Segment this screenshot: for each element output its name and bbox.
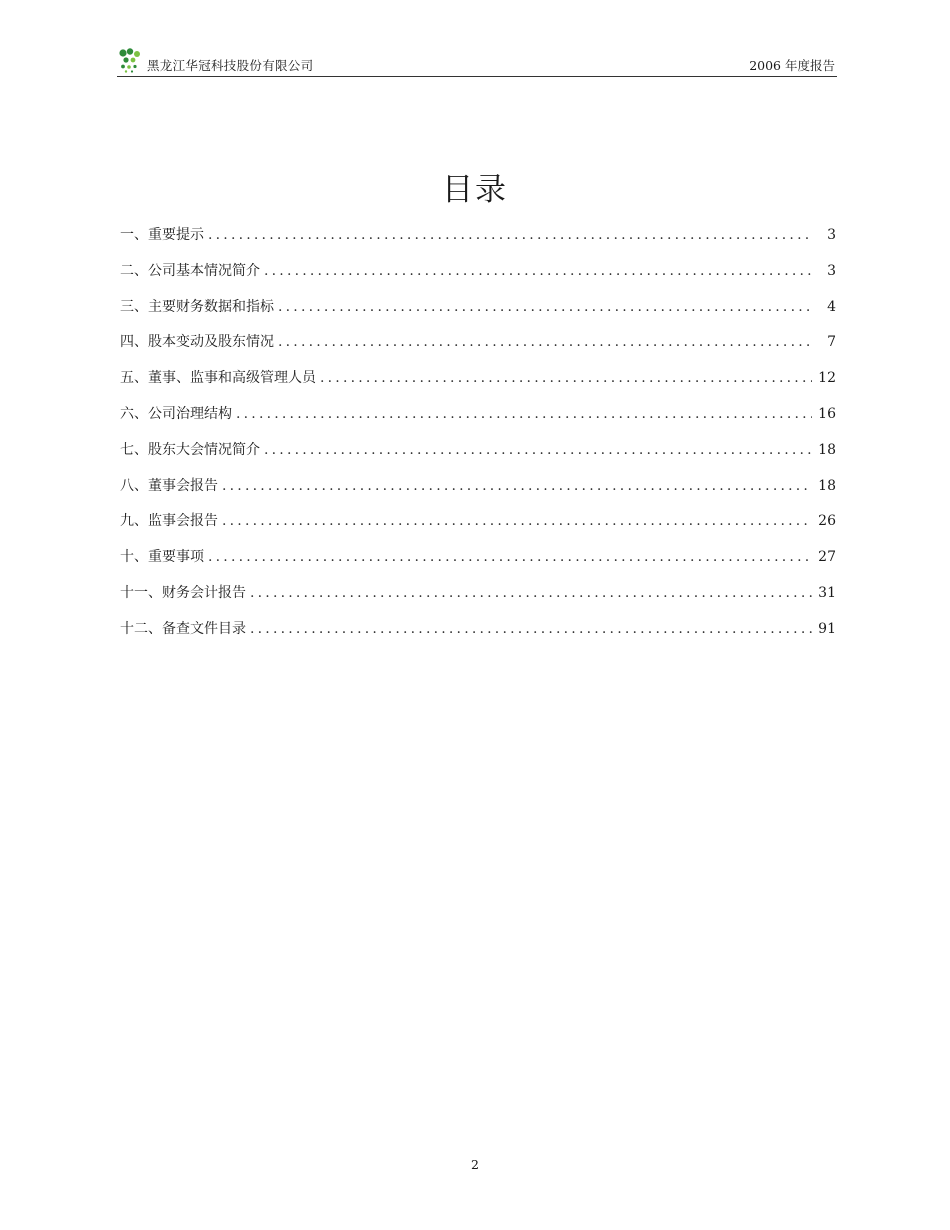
toc-entry[interactable] xyxy=(120,475,836,511)
toc-entry[interactable] xyxy=(120,510,836,546)
toc-entry[interactable] xyxy=(120,331,836,367)
toc-entry-page: 27 xyxy=(818,549,836,566)
toc-entry[interactable] xyxy=(120,367,836,403)
toc-entry-label: 四、股本变动及股东情况 xyxy=(120,334,274,351)
toc-entry-page: 12 xyxy=(818,370,836,387)
toc-dot-leader xyxy=(316,370,812,386)
toc-entry-label: 九、监事会报告 xyxy=(120,513,218,530)
toc-entry-page: 3 xyxy=(827,262,836,279)
toc-dot-leader xyxy=(260,263,812,279)
toc-entry-label: 十一、财务会计报告 xyxy=(120,584,246,601)
toc-entry[interactable] xyxy=(120,296,836,332)
toc-entry-page: 18 xyxy=(818,477,836,494)
toc-entry-label: 六、公司治理结构 xyxy=(120,405,232,422)
toc-dot-leader xyxy=(218,478,812,494)
report-title: 2006 年度报告 xyxy=(749,58,835,73)
toc-entry-page: 26 xyxy=(818,513,836,530)
toc-entry-label: 十二、备查文件目录 xyxy=(120,620,246,637)
toc-entry-page: 16 xyxy=(818,405,836,422)
toc-entry-page: 7 xyxy=(827,334,836,351)
toc-entry-label: 八、董事会报告 xyxy=(120,477,218,494)
toc-dot-leader xyxy=(246,621,812,637)
toc-entry-label: 五、董事、监事和高级管理人员 xyxy=(120,370,316,387)
toc-entry-page: 18 xyxy=(818,441,836,458)
page-number: 2 xyxy=(471,1157,479,1172)
toc-entry-page: 91 xyxy=(818,620,836,637)
toc-dot-leader xyxy=(274,299,812,315)
toc-entry[interactable] xyxy=(120,618,836,654)
company-logo-icon xyxy=(117,47,143,73)
toc-dot-leader xyxy=(218,513,812,529)
toc-entry-label: 三、主要财务数据和指标 xyxy=(120,298,274,315)
toc-dot-leader xyxy=(260,442,812,458)
page-title: 目录 xyxy=(442,172,508,208)
toc-entry[interactable] xyxy=(120,546,836,582)
toc-entry[interactable] xyxy=(120,439,836,475)
toc-entry-label: 十、重要事项 xyxy=(120,549,204,566)
toc-dot-leader xyxy=(204,227,812,243)
toc-dot-leader xyxy=(274,334,812,350)
table-of-contents xyxy=(120,224,836,654)
toc-dot-leader xyxy=(246,585,812,601)
toc-entry-label: 七、股东大会情况简介 xyxy=(120,441,260,458)
toc-entry-label: 一、重要提示 xyxy=(120,227,204,243)
page-header xyxy=(117,44,837,77)
toc-entry[interactable] xyxy=(120,260,836,296)
toc-entry[interactable] xyxy=(120,224,836,260)
toc-dot-leader xyxy=(204,549,812,565)
toc-entry-page: 3 xyxy=(827,227,836,243)
toc-entry-page: 31 xyxy=(818,584,836,601)
toc-dot-leader xyxy=(232,406,812,422)
toc-entry-label: 二、公司基本情况简介 xyxy=(120,262,260,279)
company-name: 黑龙江华冠科技股份有限公司 xyxy=(147,58,314,73)
toc-entry[interactable] xyxy=(120,403,836,439)
toc-entry[interactable] xyxy=(120,582,836,618)
toc-entry-page: 4 xyxy=(827,298,836,315)
